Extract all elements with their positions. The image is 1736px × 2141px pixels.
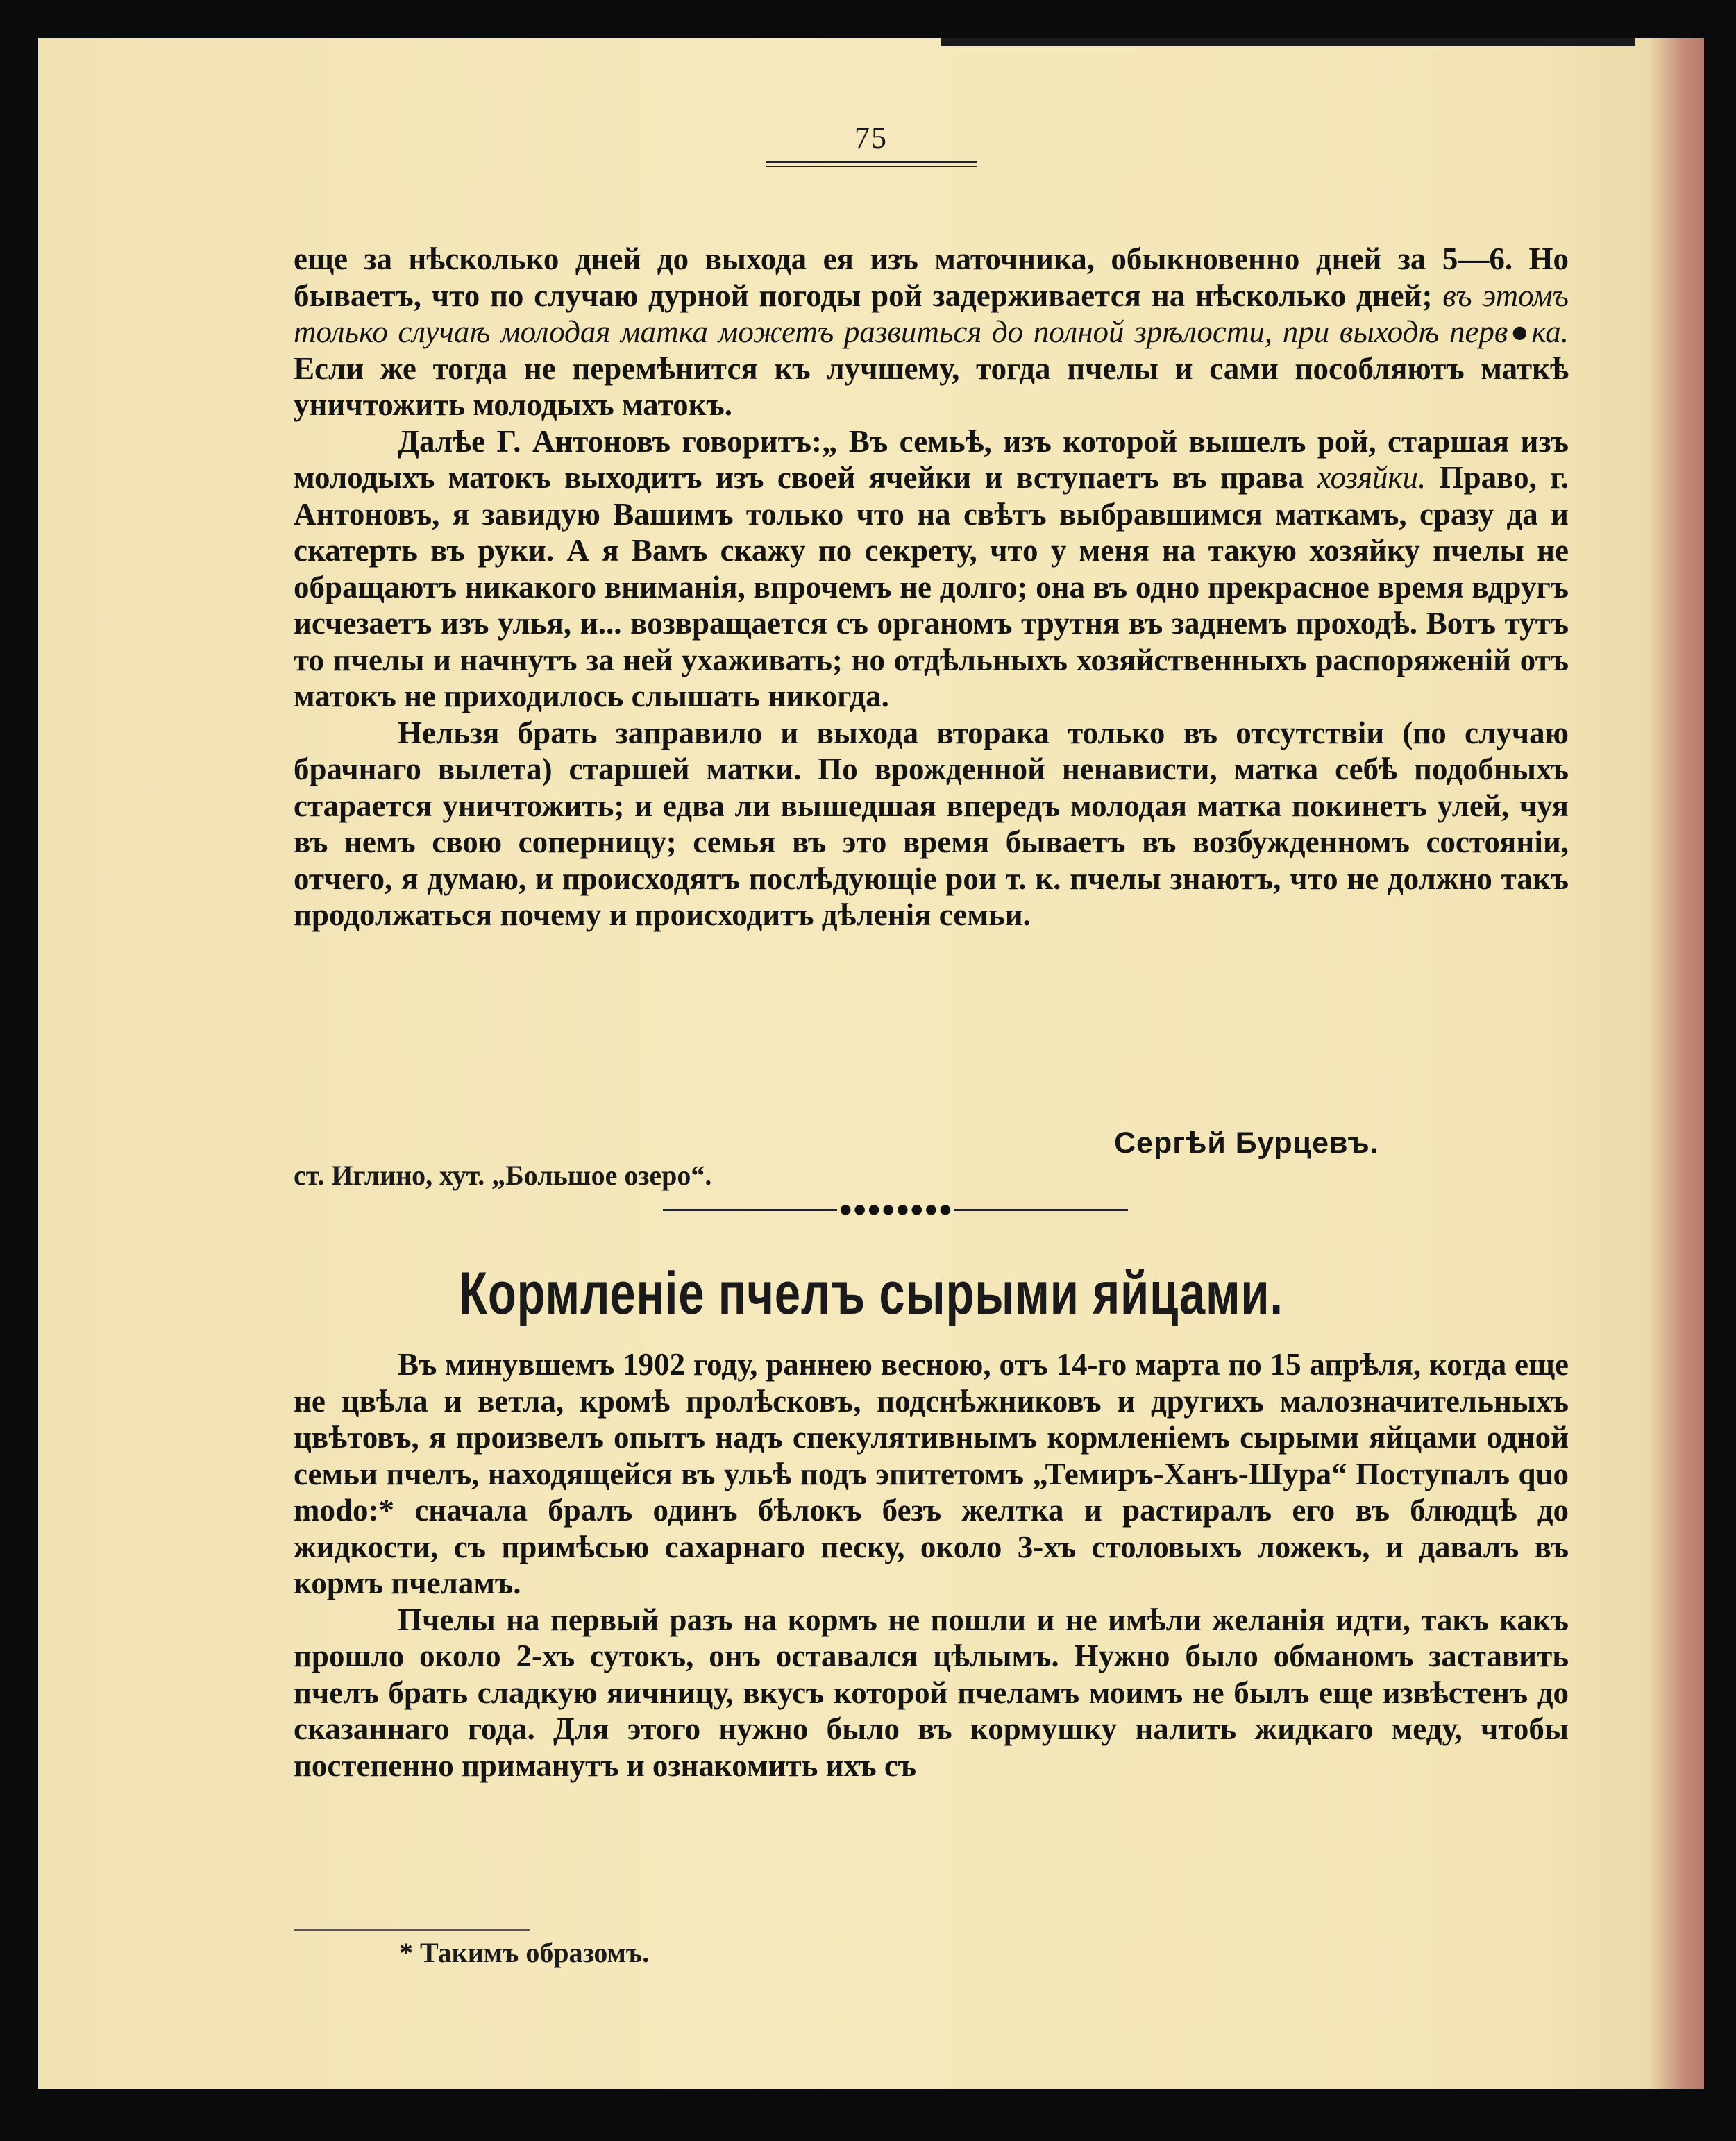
page-header [38,120,1704,167]
section-divider [663,1196,1128,1224]
page-number-rule [766,161,977,167]
article-2-body [294,1346,1569,1784]
paragraph [294,1346,1569,1602]
paragraph [294,1602,1569,1784]
page-number: 75 [854,121,888,155]
page-edge-shadow [1649,38,1704,2089]
divider-line-right [954,1209,1128,1211]
article-1-body [294,241,1569,933]
divider-line-left [663,1209,837,1211]
footnote: * Такимъ образомъ. [399,1937,650,1968]
divider-ornament: ●●●●●●●● [838,1196,953,1222]
footnote-rule [294,1929,530,1931]
italic-text: хозяйки. [1317,460,1426,495]
scan-border [941,38,1635,46]
italic-text: въ этомъ только случаѣ молодая матка можетъ развиться до полной зрѣлости, при выходѣ перв●ка. [294,278,1569,349]
paragraph-text: еще за нѣсколько дней до выхода ея изъ маточника, обыкновенно дней за 5—6. Но бываетъ, что по случаю дурной погоды рой задерживается на нѣсколько дней; [294,242,1569,313]
paragraph [294,423,1569,715]
book-page [38,38,1704,2089]
paragraph-text: Далѣе Г. Антоновъ говоритъ:„ Въ семьѣ, изъ которой вышелъ рой, старшая изъ молодыхъ матокъ выходитъ изъ своей ячейки и вступаетъ въ права [294,423,1569,495]
article-1-signature: Сергѣй Бурцевъ. [1114,1126,1379,1160]
paragraph-text: Право, г. Антоновъ, я завидую Вашимъ только что на свѣтъ выбравшимся маткамъ, сразу да и скатерть въ руки. А я Вамъ скажу по секрету, что у меня на такую хозяйку пчелы не обращаютъ никакого вниманія, впрочемъ не долго; она въ одно прекрасное время вдругъ исчезаетъ изъ улья, и... возвращается съ органомъ трутня въ заднемъ проходѣ. Вотъ тутъ то пчелы и начнутъ за ней ухаживать; но отдѣльныхъ хозяйственныхъ распоряженій отъ матокъ не приходилось слышать никогда. [294,460,1569,713]
article-1-place: ст. Иглино, хут. „Большое озеро“. [294,1160,712,1191]
paragraph-text: Нельзя брать заправило и выхода вторака только въ отсутствіи (по случаю брачнаго вылета) старшей матки. По врожденной ненависти, матка себѣ подобныхъ старается уничтожить; и едва ли вышедшая впередъ молодая матка покинетъ улей, чуя въ немъ свою соперницу; семья въ это время бываетъ въ возбужденномъ состояніи, отчего, я думаю, и происходятъ послѣдующіе рои т. к. пчелы знаютъ, что не должно такъ продолжаться почему и происходитъ дѣленія семьи. [294,715,1569,932]
paragraph-text: Въ минувшемъ 1902 году, раннею весною, отъ 14-го марта по 15 апрѣля, когда еще не цвѣла и ветла, кромѣ пролѣсковъ, подснѣжниковъ и другихъ малозначительныхъ цвѣтовъ, я произвелъ опытъ надъ спекулятивнымъ кормленіемъ сырыми яйцами одной семьи пчелъ, находящейся въ ульѣ подъ эпитетомъ „Темиръ-Ханъ-Шура“ Поступалъ quo modo:* сначала бралъ одинъ бѣлокъ безъ желтка и растиралъ его въ блюдцѣ до жидкости, съ примѣсью сахарнаго песку, около 3-хъ столовыхъ ложекъ, и давалъ въ кормъ пчеламъ. [294,1347,1569,1600]
paragraph-text: Если же тогда не перемѣнится къ лучшему, тогда пчелы и сами пособляютъ маткѣ уничтожить молодыхъ матокъ. [294,350,1569,422]
paragraph [294,715,1569,933]
paragraph [294,241,1569,423]
paragraph-text: Пчелы на первый разъ на кормъ не пошли и не имѣли желанія идти, такъ какъ прошло около 2-хъ сутокъ, онъ оставался цѣлымъ. Нужно было обманомъ заставить пчелъ брать сладкую яичницу, вкусъ которой пчеламъ моимъ не былъ еще извѣстенъ до сказаннаго года. Для этого нужно было въ кормушку налить жидкаго меду, чтобы постепенно приманутъ и ознакомить ихъ съ [294,1602,1569,1783]
article-2-title: Кормленіе пчелъ сырыми яйцами. [459,1260,1283,1327]
